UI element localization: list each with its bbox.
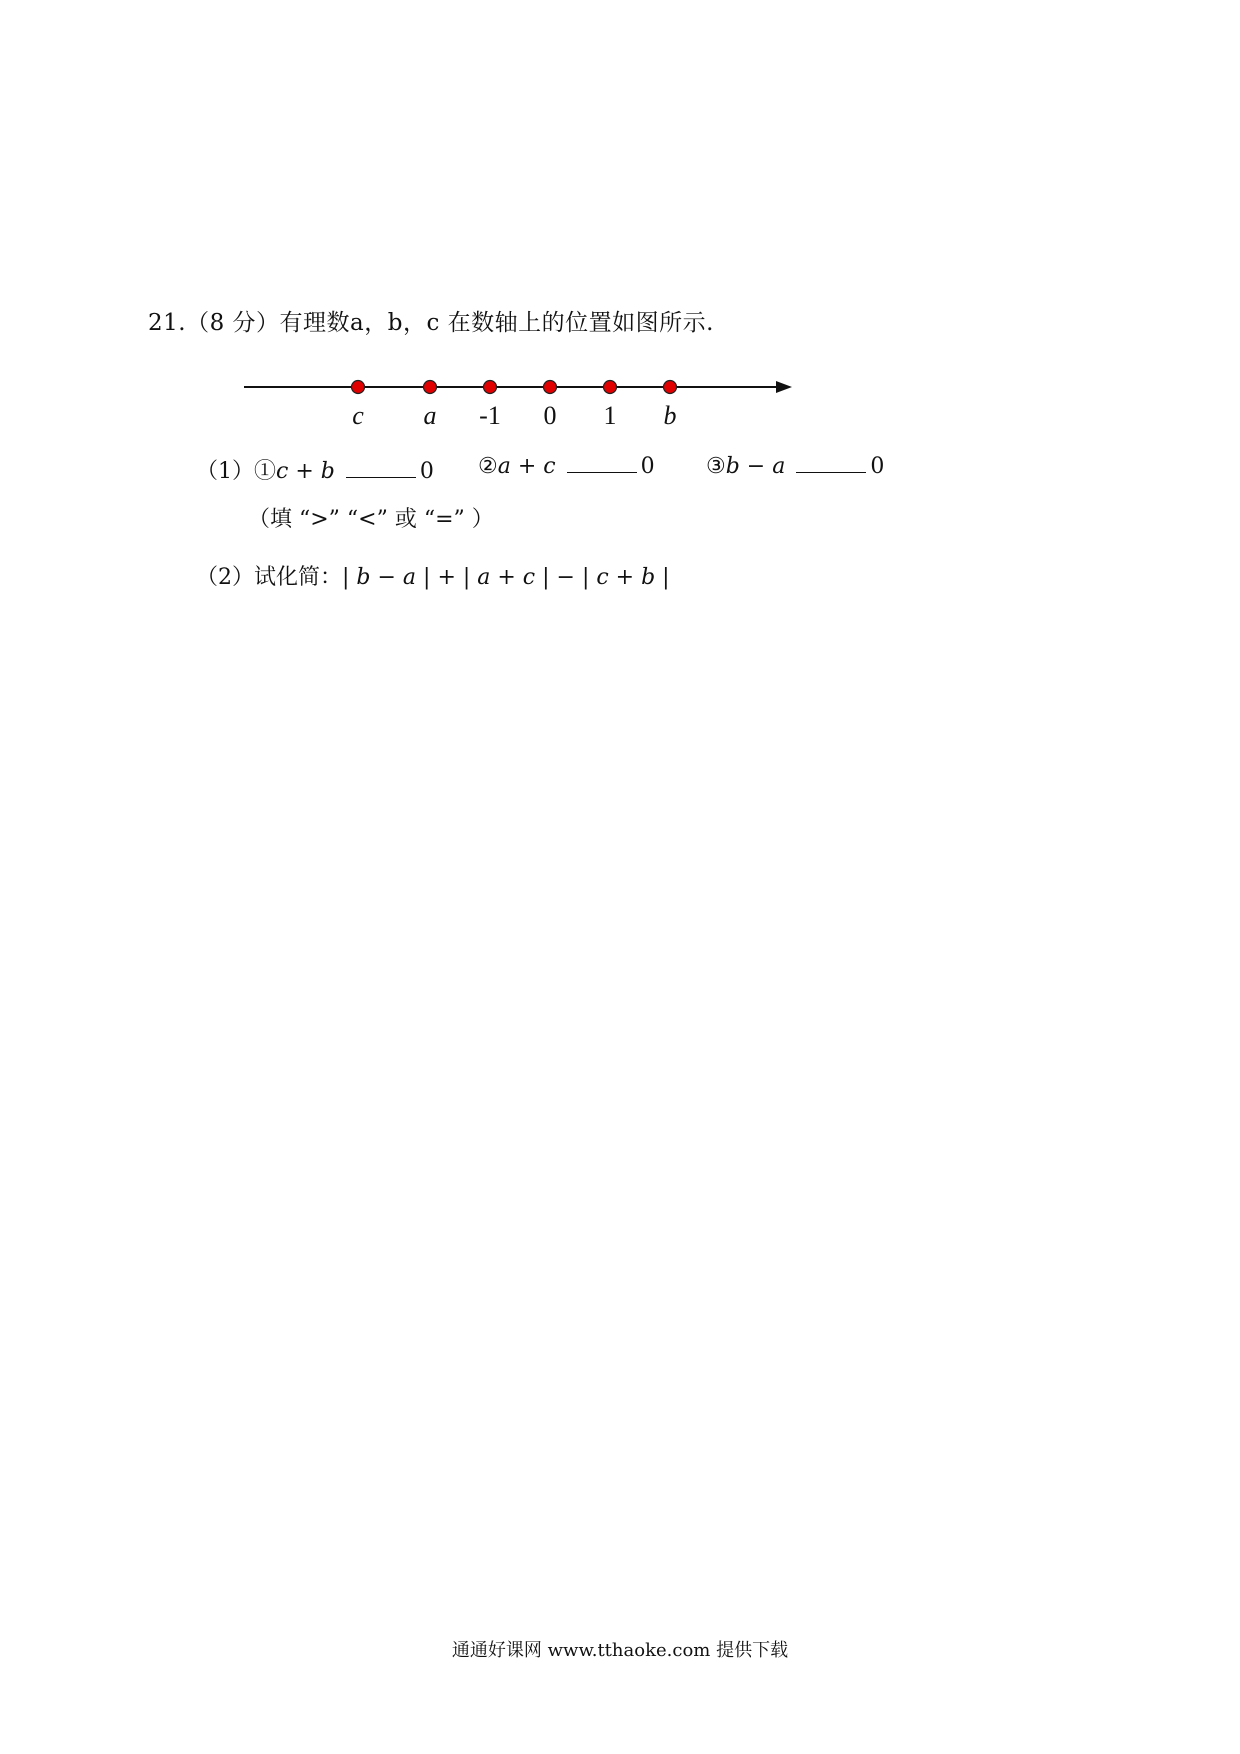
item-marker: ① bbox=[254, 459, 277, 484]
item-expression: c + b bbox=[276, 459, 335, 484]
number-line-point-2 bbox=[484, 381, 497, 394]
number-line-point-1 bbox=[424, 381, 437, 394]
number-line-point-5 bbox=[664, 381, 677, 394]
number-line-label-5: b bbox=[663, 401, 677, 430]
number-line-label-1: a bbox=[423, 401, 437, 430]
item-marker: ② bbox=[478, 454, 498, 479]
item-expression: b − a bbox=[725, 454, 786, 479]
question-score: （8 分） bbox=[186, 310, 280, 336]
page-footer: 通通好课网 www.tthaoke.com 提供下载 bbox=[451, 1640, 789, 1661]
answer-blank[interactable] bbox=[346, 459, 416, 478]
answer-blank[interactable] bbox=[796, 454, 866, 473]
item-rhs: 0 bbox=[640, 454, 655, 479]
number-line-arrow bbox=[776, 381, 792, 393]
part-1-item-2 bbox=[478, 454, 655, 479]
item-rhs: 0 bbox=[419, 459, 434, 484]
item-expression: a + c bbox=[497, 454, 556, 479]
item-marker: ③ bbox=[706, 454, 726, 479]
part-1-prefix: （1） bbox=[196, 459, 254, 484]
number-line-label-2: -1 bbox=[479, 401, 501, 430]
number-line-point-4 bbox=[604, 381, 617, 394]
number-line-point-0 bbox=[352, 381, 365, 394]
number-line-point-3 bbox=[544, 381, 557, 394]
number-line-figure bbox=[240, 368, 800, 440]
number-line-label-0: c bbox=[352, 401, 364, 430]
question-text: 有理数a，b，c 在数轴上的位置如图所示. bbox=[279, 310, 714, 336]
number-line-label-4: 1 bbox=[603, 401, 617, 430]
part-2-expression: | b − a | + | a + c | − | c + b | bbox=[342, 565, 670, 590]
question-stem bbox=[148, 304, 714, 337]
part-2 bbox=[196, 560, 670, 591]
part-1-item-1 bbox=[196, 454, 434, 485]
part-2-instruction: 试化简： bbox=[254, 565, 343, 590]
answer-blank[interactable] bbox=[567, 454, 637, 473]
question-number: 21. bbox=[148, 310, 187, 336]
part-1-item-3 bbox=[706, 454, 884, 479]
part-2-prefix: （2） bbox=[196, 565, 254, 590]
item-rhs: 0 bbox=[870, 454, 885, 479]
number-line-label-3: 0 bbox=[543, 401, 557, 430]
part-1-hint: （填 “>” “<” 或 “=” ） bbox=[248, 507, 494, 532]
